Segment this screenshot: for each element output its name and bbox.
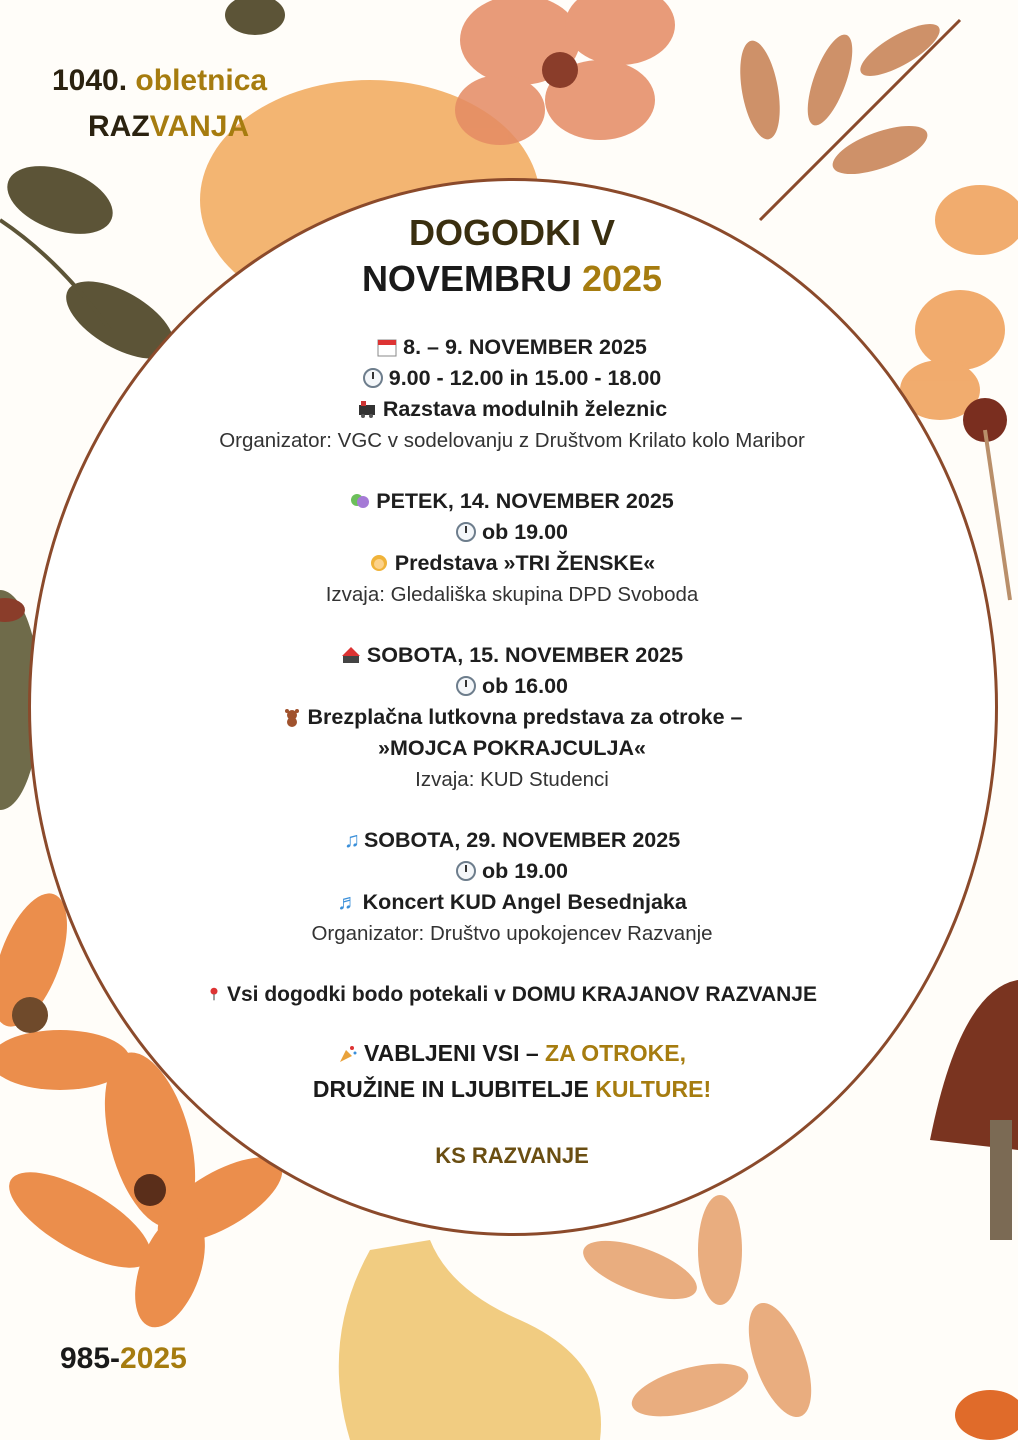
train-icon [357,399,377,419]
page-title [100,210,924,302]
circus-tent-icon [341,645,361,665]
woman-icon [369,553,389,573]
invite-part-b: ZA OTROKE, [545,1040,687,1066]
event-date: 8. – 9. NOVEMBER 2025 [403,335,647,359]
event-date: SOBOTA, 29. NOVEMBER 2025 [363,828,681,852]
invitation [100,1035,924,1107]
signature: KS RAZVANJE [435,1143,589,1168]
years-start: 985- [60,1342,121,1375]
event-info: Izvaja: KUD Studenci [415,768,609,791]
calendar-icon [377,337,397,357]
event-time: 9.00 - 12.00 in 15.00 - 18.00 [388,366,662,390]
event-info: Izvaja: Gledališka skupina DPD Svoboda [325,583,699,606]
location-text: Vsi dogodki bodo potekali v DOMU KRAJANOV RAZVANJE [227,983,817,1006]
event-name-line2: »MOJCA POKRAJCULJA« [377,736,646,760]
years-end: 2025 [120,1342,187,1375]
clock-icon [456,861,476,881]
clock-icon [456,676,476,696]
event-time: ob 16.00 [481,674,569,698]
anniversary-word: obletnica [135,64,268,97]
clock-icon [363,368,383,388]
event-date: SOBOTA, 15. NOVEMBER 2025 [366,643,684,667]
event-name: Razstava modulnih železnic [382,397,668,421]
event-name: Koncert KUD Angel Besednjaka [362,890,687,914]
party-popper-icon [338,1044,358,1064]
notes-icon: ♬ [337,890,359,914]
event-2 [100,486,924,610]
event-info: Organizator: Društvo upokojencev Razvanje [311,922,713,945]
invite-part-c: DRUŽINE IN LJUBITELJE [312,1076,596,1102]
years-range [60,1342,187,1376]
masks-icon [350,491,370,511]
teddy-bear-icon [282,707,302,727]
event-3 [100,640,924,795]
title-month: NOVEMBRU [361,258,572,299]
anniversary-place [52,104,267,150]
invite-part-a: VABLJENI VSI – [363,1040,546,1066]
title-year: 2025 [581,258,663,299]
clock-icon [456,522,476,542]
anniversary-label [52,58,267,150]
event-date: PETEK, 14. NOVEMBER 2025 [376,489,674,513]
event-1 [100,332,924,456]
event-name: Predstava »TRI ŽENSKE« [394,551,656,575]
pin-icon [207,984,221,1004]
location-line [100,983,924,1007]
invite-part-d: KULTURE! [595,1076,712,1102]
event-time: ob 19.00 [481,520,569,544]
events-content [100,200,924,1169]
anniversary-number: 1040. [52,64,128,97]
place-part1: RAZ [88,110,150,143]
music-note-icon: ♫ [343,828,360,852]
title-line1: DOGODKI V [408,212,615,253]
event-4 [100,825,924,949]
place-part2: VANJA [149,110,250,143]
event-info: Organizator: VGC v sodelovanju z Društvom Krilato kolo Maribor [219,429,805,452]
event-time: ob 19.00 [481,859,569,883]
event-name: Brezplačna lutkovna predstava za otroke – [307,705,743,729]
